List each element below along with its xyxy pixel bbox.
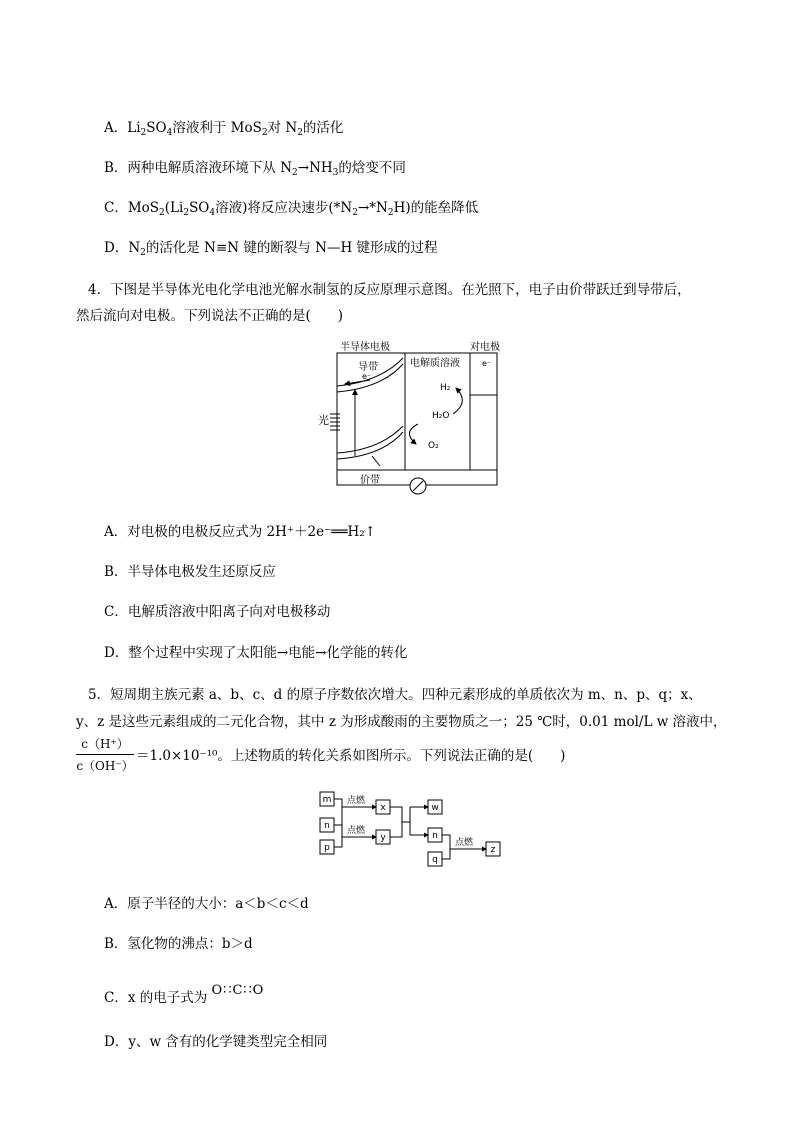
box-y: y	[380, 833, 386, 843]
label-o2: O₂	[428, 441, 439, 451]
q4-option-a: A．对电极的电极反应式为 2H⁺＋2e⁻══H₂↑	[104, 524, 376, 540]
box-n: n	[324, 821, 330, 831]
q4-option-c: C．电解质溶液中阳离子向对电极移动	[104, 604, 331, 620]
q4-option-b: B．半导体电极发生还原反应	[104, 564, 276, 580]
counter-electron-label: e⁻	[482, 359, 492, 368]
q5-option-d: D．y、w 含有的化学键类型完全相同	[104, 1034, 328, 1050]
box-q: q	[432, 855, 438, 865]
label-counter-electrode: 对电极	[470, 342, 500, 353]
q5-stem-line1: 5．短周期主族元素 a、b、c、d 的原子序数依次增大。四种元素形成的单质依次为 m、n、p、q；x、	[88, 687, 702, 703]
q4-stem-line2: 然后流向对电极。下列说法不正确的是( )	[76, 308, 344, 324]
q3-option-b: B．两种电解质溶液环境下从 $N_2\to NH_3$的焓变不同	[104, 160, 406, 178]
electron-label: e⁻	[362, 372, 372, 381]
q3-option-c: C．$MoS_2(Li_2SO_4$溶液)将反应决速步$(*N_2\to*N_2H)$的能垒降低	[104, 200, 479, 218]
burn-label-1: 点燃	[346, 796, 366, 806]
box-n2: n	[432, 831, 438, 841]
burn-label-3: 点燃	[454, 838, 474, 848]
box-w: w	[431, 803, 439, 813]
label-h2o: H₂O	[432, 411, 450, 421]
conversion-diagram	[318, 788, 508, 868]
label-valence-band: 价带	[360, 475, 380, 486]
valence-band-curve	[337, 426, 403, 453]
label-h2: H₂	[440, 383, 451, 393]
q5-stem-line3: ＝1.0×10⁻¹⁰。上述物质的转化关系如图所示。下列说法正确的是( )	[136, 748, 566, 764]
o2-formation-arrow	[409, 424, 418, 444]
box-m: m	[322, 795, 332, 805]
box-p: p	[324, 843, 330, 853]
q5-option-b: B．氢化物的沸点：b＞d	[104, 936, 253, 952]
q3-option-a: A．$Li_2SO_4$溶液利于 MoS$_2$对 $N_2$的活化	[104, 120, 344, 138]
q5-fraction	[76, 735, 134, 774]
q4-option-d: D．整个过程中实现了太阳能→电能→化学能的转化	[104, 645, 408, 661]
label-electrolyte: 电解质溶液	[410, 358, 460, 369]
fraction-denominator: c（OH⁻）	[76, 759, 134, 773]
h2-formation-arrow	[453, 388, 462, 414]
label-conduction-band: 导带	[358, 362, 378, 373]
label-semiconductor: 半导体电极	[340, 342, 390, 353]
q5-option-c: C．x 的电子式为 O∷C∷O	[104, 983, 265, 1006]
q3-option-d: D．$N_2$的活化是 N≡N 键的断裂与 N—H 键形成的过程	[104, 240, 438, 258]
box-x: x	[380, 803, 386, 813]
q5-stem-line2: y、z 是这些元素组成的二元化合物，其中 z 为形成酸雨的主要物质之一；25 ℃时，0.01 mol/L w 溶液中，	[76, 714, 727, 730]
electron-formula-co2: O∷C∷O	[211, 983, 265, 998]
label-light: 光	[318, 414, 329, 427]
q5-option-a: A．原子半径的大小：a＜b＜c＜d	[104, 896, 309, 912]
burn-label-2: 点燃	[346, 826, 366, 836]
box-z: z	[490, 845, 496, 855]
photoelectrochemical-cell-diagram	[310, 338, 510, 498]
q4-stem-line1: 4．下图是半导体光电化学电池光解水制氢的反应原理示意图。在光照下，电子由价带跃迁到导带后，	[88, 282, 691, 298]
fraction-numerator: c（H⁺）	[76, 735, 134, 755]
